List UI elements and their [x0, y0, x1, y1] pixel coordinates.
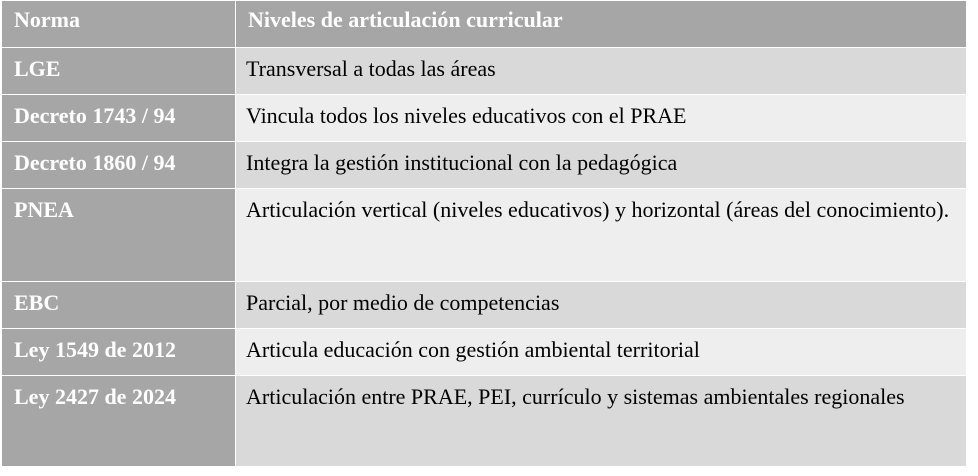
norma-label: LGE: [14, 56, 61, 81]
nivel-cell: [236, 189, 967, 282]
table-header: [2, 1, 967, 48]
table-row: [2, 48, 967, 95]
nivel-text: Vincula todos los niveles educativos con el PRAE: [246, 103, 687, 128]
norma-cell: [2, 329, 236, 376]
nivel-cell: [236, 329, 967, 376]
header-row: [2, 1, 967, 48]
table-row: [2, 282, 967, 329]
nivel-cell: [236, 376, 967, 467]
table-row: [2, 189, 967, 282]
norma-label: Decreto 1743 / 94: [14, 103, 176, 128]
nivel-text: Transversal a todas las áreas: [246, 56, 496, 81]
norma-cell: [2, 282, 236, 329]
header-niveles: [236, 1, 967, 48]
nivel-cell: [236, 95, 967, 142]
header-norma-label: Norma: [14, 7, 80, 32]
table-row: [2, 142, 967, 189]
header-niveles-label: Niveles de articulación curricular: [248, 7, 563, 32]
nivel-cell: [236, 48, 967, 95]
nivel-text: Articula educación con gestión ambiental territorial: [246, 337, 700, 362]
norma-cell: [2, 48, 236, 95]
table-row: [2, 95, 967, 142]
table-body: [2, 48, 967, 467]
norma-label: EBC: [14, 290, 60, 315]
norma-cell: [2, 189, 236, 282]
norma-label: Ley 2427 de 2024: [14, 384, 176, 409]
nivel-text: Integra la gestión institucional con la pedagógica: [246, 150, 678, 175]
norma-label: Decreto 1860 / 94: [14, 150, 176, 175]
norma-cell: [2, 142, 236, 189]
norma-label: PNEA: [14, 197, 74, 222]
normas-table: [1, 0, 967, 467]
table-row: [2, 329, 967, 376]
nivel-text: Articulación entre PRAE, PEI, currículo y sistemas ambientales regionales: [246, 384, 905, 409]
norma-cell: [2, 376, 236, 467]
nivel-text: Articulación vertical (niveles educativos) y horizontal (áreas del conocimiento).: [246, 197, 950, 222]
nivel-cell: [236, 142, 967, 189]
table-row: [2, 376, 967, 467]
nivel-text: Parcial, por medio de competencias: [246, 290, 560, 315]
nivel-cell: [236, 282, 967, 329]
header-norma: [2, 1, 236, 48]
norma-label: Ley 1549 de 2012: [14, 337, 176, 362]
norma-cell: [2, 95, 236, 142]
